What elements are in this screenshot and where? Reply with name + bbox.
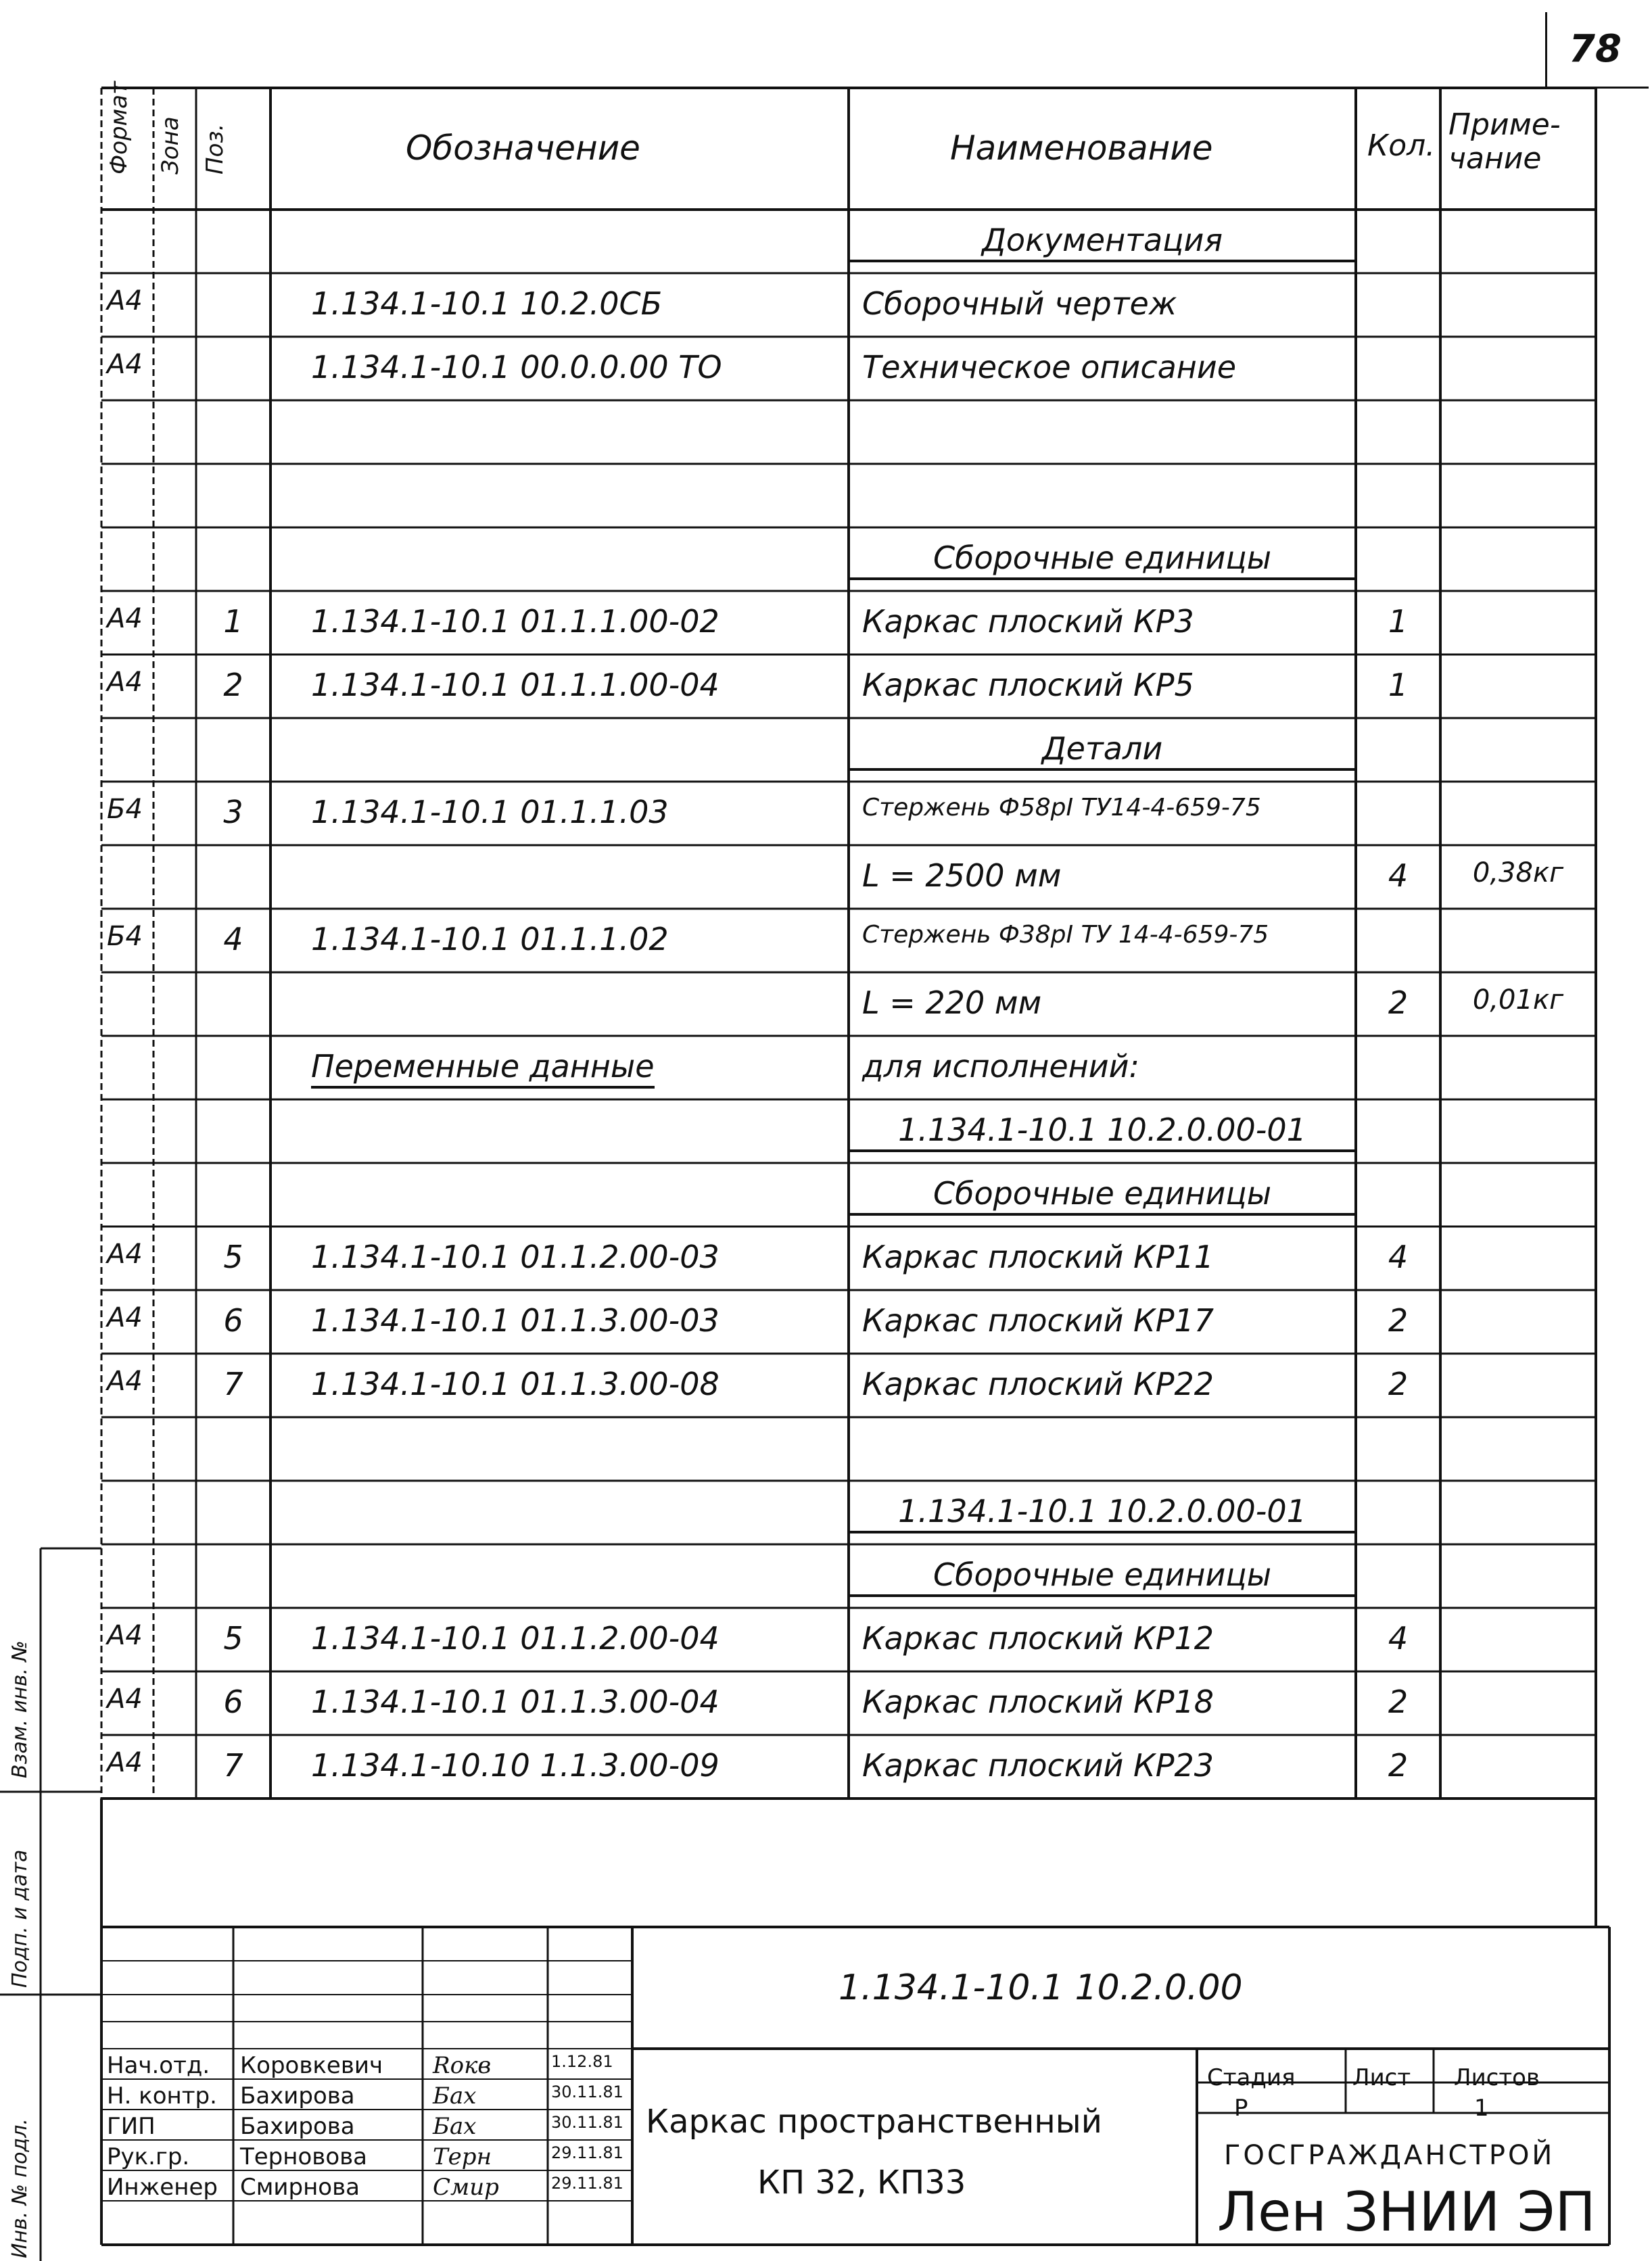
- header-designation: Обозначение: [406, 128, 640, 168]
- row-section-title: 1.134.1-10.1 10.2.0.00-01: [849, 1112, 1356, 1152]
- side-label-sign-date: Подп. и дата: [8, 1849, 32, 1988]
- row-name: Каркас плоский КР3: [862, 603, 1194, 640]
- header-qty: Кол.: [1367, 128, 1436, 163]
- row-qty: 2: [1388, 1302, 1409, 1339]
- signer-name: Бахирова: [240, 2113, 355, 2140]
- stage-label: Стадия: [1207, 2064, 1296, 2091]
- row-pos: 6: [223, 1684, 243, 1720]
- row-pos: 3: [223, 794, 243, 830]
- side-label-replace-inv: Взам. инв. №: [8, 1640, 32, 1778]
- row-format: А4: [107, 1239, 143, 1270]
- row-pos: 1: [223, 603, 243, 640]
- row-designation: 1.134.1-10.1 00.0.0.00 ТО: [311, 349, 722, 385]
- row-name: Каркас плоский КР17: [862, 1302, 1214, 1339]
- row-designation: 1.134.1-10.1 01.1.2.00-04: [311, 1620, 719, 1657]
- row-designation: 1.134.1-10.1 01.1.3.00-08: [311, 1366, 719, 1402]
- header-format: Формат: [105, 81, 133, 174]
- row-format: А4: [107, 349, 143, 380]
- signer-signature: Rокв: [433, 2052, 492, 2079]
- header-zone: Зона: [157, 116, 184, 174]
- row-name: L = 220 мм: [862, 984, 1042, 1021]
- signer-role: ГИП: [107, 2113, 156, 2140]
- signer-date: 29.11.81: [551, 2143, 623, 2162]
- row-format: А4: [107, 603, 143, 634]
- signer-name: Коровкевич: [240, 2052, 383, 2079]
- row-section-title: 1.134.1-10.1 10.2.0.00-01: [849, 1493, 1356, 1533]
- page-number: 78: [1569, 27, 1622, 71]
- row-name: Каркас плоский КР22: [862, 1366, 1214, 1402]
- row-qty: 4: [1388, 857, 1409, 894]
- signer-date: 30.11.81: [551, 2113, 623, 2132]
- org-institute: Лен ЗНИИ ЭП: [1217, 2181, 1596, 2243]
- row-designation: 1.134.1-10.1 01.1.2.00-03: [311, 1239, 719, 1275]
- row-format: А4: [107, 1747, 143, 1778]
- row-qty: 2: [1388, 1366, 1409, 1402]
- row-format: Б4: [107, 921, 143, 952]
- row-designation: 1.134.1-10.1 01.1.1.03: [311, 794, 669, 830]
- signer-role: Инженер: [107, 2174, 218, 2201]
- row-name: Каркас плоский КР23: [862, 1747, 1214, 1784]
- row-format: А4: [107, 667, 143, 698]
- signer-signature: Бах: [433, 2082, 477, 2110]
- row-name: Каркас плоский КР18: [862, 1684, 1214, 1720]
- row-name: Техническое описание: [862, 349, 1237, 385]
- row-name: Каркас плоский КР12: [862, 1620, 1214, 1657]
- row-designation: 1.134.1-10.1 10.2.0СБ: [311, 285, 663, 322]
- row-format: Б4: [107, 794, 143, 825]
- row-pos: 5: [223, 1620, 243, 1657]
- row-pos: 4: [223, 921, 243, 957]
- row-section-title: Сборочные единицы: [849, 1556, 1356, 1597]
- sheet-label: Лист: [1352, 2064, 1411, 2091]
- row-designation: Переменные данные: [311, 1048, 655, 1089]
- row-name: Каркас плоский КР5: [862, 667, 1194, 703]
- row-designation: 1.134.1-10.1 01.1.3.00-03: [311, 1302, 719, 1339]
- row-section-title: Детали: [849, 730, 1356, 771]
- signer-signature: Бах: [433, 2113, 477, 2140]
- title-line-1: Каркас пространственный: [646, 2103, 1102, 2141]
- signer-name: Смирнова: [240, 2174, 360, 2201]
- row-name: Стержень Ф58рI ТУ14-4-659-75: [862, 794, 1261, 822]
- signer-name: Бахирова: [240, 2082, 355, 2110]
- signer-date: 1.12.81: [551, 2052, 613, 2071]
- row-pos: 7: [223, 1747, 243, 1784]
- row-pos: 5: [223, 1239, 243, 1275]
- signer-role: Рук.гр.: [107, 2143, 190, 2170]
- row-designation: 1.134.1-10.1 01.1.1.00-02: [311, 603, 719, 640]
- row-qty: 4: [1388, 1239, 1409, 1275]
- signer-signature: Смир: [433, 2174, 499, 2201]
- header-note: Приме- чание: [1448, 108, 1561, 176]
- signer-date: 30.11.81: [551, 2082, 623, 2101]
- row-name: Стержень Ф38рI ТУ 14-4-659-75: [862, 921, 1269, 949]
- sheets-label: Листов: [1454, 2064, 1540, 2091]
- signer-signature: Терн: [433, 2143, 492, 2170]
- signer-name: Терновова: [240, 2143, 368, 2170]
- title-line-2: КП 32, КП33: [757, 2164, 966, 2202]
- signer-date: 29.11.81: [551, 2174, 623, 2193]
- row-designation: 1.134.1-10.10 1.1.3.00-09: [311, 1747, 719, 1784]
- header-pos: Поз.: [202, 123, 229, 174]
- row-qty: 1: [1388, 667, 1409, 703]
- row-note: 0,38кг: [1472, 857, 1564, 888]
- row-name: L = 2500 мм: [862, 857, 1062, 894]
- row-format: А4: [107, 285, 143, 316]
- signer-role: Нач.отд.: [107, 2052, 210, 2079]
- row-qty: 1: [1388, 603, 1409, 640]
- signer-role: Н. контр.: [107, 2082, 217, 2110]
- row-name: Каркас плоский КР11: [862, 1239, 1214, 1275]
- row-section-title: Сборочные единицы: [849, 1175, 1356, 1216]
- row-section-title: Документация: [849, 222, 1356, 262]
- org-ministry: ГОСГРАЖДАНСТРОЙ: [1224, 2140, 1555, 2171]
- row-format: А4: [107, 1620, 143, 1651]
- row-format: А4: [107, 1302, 143, 1333]
- row-pos: 6: [223, 1302, 243, 1339]
- row-name: Сборочный чертеж: [862, 285, 1177, 322]
- row-format: А4: [107, 1366, 143, 1397]
- row-qty: 2: [1388, 984, 1409, 1021]
- sheets-value: 1: [1474, 2095, 1489, 2122]
- row-section-title: Сборочные единицы: [849, 540, 1356, 580]
- row-qty: 4: [1388, 1620, 1409, 1657]
- doc-code: 1.134.1-10.1 10.2.0.00: [839, 1968, 1243, 2008]
- row-pos: 7: [223, 1366, 243, 1402]
- side-label-inv-original: Инв. № подл.: [8, 2118, 32, 2258]
- stage-value: Р: [1234, 2095, 1248, 2122]
- row-designation: 1.134.1-10.1 01.1.1.02: [311, 921, 669, 957]
- row-format: А4: [107, 1684, 143, 1715]
- row-qty: 2: [1388, 1684, 1409, 1720]
- row-pos: 2: [223, 667, 243, 703]
- row-qty: 2: [1388, 1747, 1409, 1784]
- row-designation: 1.134.1-10.1 01.1.1.00-04: [311, 667, 719, 703]
- row-name: для исполнений:: [862, 1048, 1140, 1085]
- header-name: Наименование: [950, 128, 1213, 168]
- row-designation: 1.134.1-10.1 01.1.3.00-04: [311, 1684, 719, 1720]
- row-note: 0,01кг: [1472, 984, 1564, 1016]
